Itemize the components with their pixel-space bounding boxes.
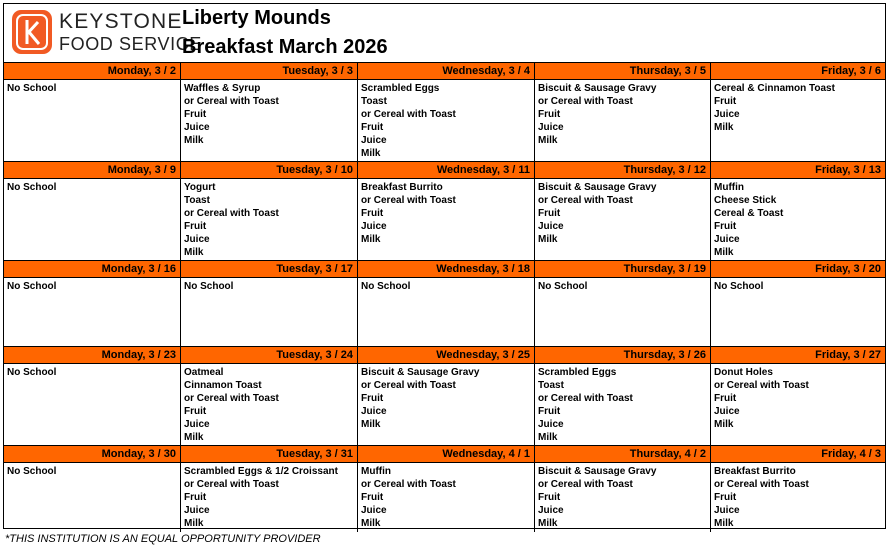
menu-item: Fruit [361, 393, 384, 404]
menu-item: Juice [714, 406, 740, 417]
menu-item: Milk [538, 234, 558, 245]
menu-row [4, 463, 885, 532]
menu-cell [711, 278, 885, 346]
day-header-row [4, 445, 885, 463]
menu-item: Milk [361, 148, 381, 159]
menu-item: Fruit [714, 393, 737, 404]
menu-item: or Cereal with Toast [361, 109, 456, 120]
day-header: Thursday, 3 / 19 [535, 261, 711, 277]
menu-item: Fruit [361, 492, 384, 503]
menu-row [4, 364, 885, 445]
menu-item: Biscuit & Sausage Gravy [538, 182, 657, 193]
week-row [4, 161, 885, 260]
brand-subname: FOOD SERVICE [59, 34, 202, 54]
menu-title: Breakfast March 2026 [182, 36, 388, 58]
menu-item: Toast [361, 96, 387, 107]
day-header: Wednesday, 3 / 18 [358, 261, 535, 277]
menu-cell [358, 179, 535, 260]
day-header-row [4, 260, 885, 278]
week-row [4, 346, 885, 445]
day-header: Wednesday, 3 / 11 [358, 162, 535, 178]
menu-cell [535, 364, 711, 445]
menu-item: Muffin [361, 466, 391, 477]
menu-cell [535, 463, 711, 532]
menu-item: Milk [361, 234, 381, 245]
menu-item: Milk [184, 247, 204, 258]
menu-cell [358, 463, 535, 532]
week-row [4, 62, 885, 161]
menu-item: Fruit [538, 406, 561, 417]
menu-grid [4, 62, 885, 532]
menu-item: Fruit [361, 122, 384, 133]
menu-item: Fruit [184, 221, 207, 232]
menu-item: Fruit [538, 208, 561, 219]
day-header: Monday, 3 / 30 [4, 446, 181, 462]
menu-item: Milk [714, 419, 734, 430]
week-row [4, 445, 885, 532]
menu-item: Scrambled Eggs [538, 367, 617, 378]
day-header: Thursday, 4 / 2 [535, 446, 711, 462]
menu-item: Toast [184, 195, 210, 206]
menu-item: Waffles & Syrup [184, 83, 261, 94]
day-header: Friday, 4 / 3 [821, 448, 881, 460]
menu-item: Juice [714, 505, 740, 516]
menu-cell [711, 463, 885, 532]
menu-item: Breakfast Burrito [361, 182, 443, 193]
menu-row [4, 179, 885, 260]
menu-item: No School [7, 367, 57, 378]
menu-item: or Cereal with Toast [361, 380, 456, 391]
menu-item: Muffin [714, 182, 744, 193]
menu-item: Fruit [184, 492, 207, 503]
brand-name: KEYSTONE [59, 10, 183, 33]
menu-item: or Cereal with Toast [184, 393, 279, 404]
day-header: Friday, 3 / 20 [815, 263, 881, 275]
menu-cell [181, 278, 358, 346]
menu-item: Milk [538, 432, 558, 443]
day-header: Tuesday, 3 / 31 [181, 446, 358, 462]
menu-item: Scrambled Eggs & 1/2 Croissant [184, 466, 338, 477]
menu-item: No School [7, 182, 57, 193]
menu-cell [358, 364, 535, 445]
day-header: Friday, 3 / 27 [815, 349, 881, 361]
day-header: Monday, 3 / 16 [4, 261, 181, 277]
menu-item: Juice [361, 221, 387, 232]
menu-cell [358, 80, 535, 161]
day-header: Thursday, 3 / 26 [535, 347, 711, 363]
menu-item: Juice [538, 221, 564, 232]
menu-item: Juice [714, 109, 740, 120]
menu-item: or Cereal with Toast [538, 479, 633, 490]
day-header-row [4, 161, 885, 179]
menu-cell [711, 364, 885, 445]
menu-item: Juice [184, 234, 210, 245]
day-header: Friday, 3 / 6 [821, 65, 881, 77]
day-header: Thursday, 3 / 5 [535, 63, 711, 79]
menu-item: Cereal & Cinnamon Toast [714, 83, 835, 94]
menu-item: or Cereal with Toast [714, 380, 809, 391]
day-header: Tuesday, 3 / 3 [181, 63, 358, 79]
menu-item: Fruit [538, 492, 561, 503]
k-logo-icon [12, 10, 52, 54]
menu-item: Juice [184, 419, 210, 430]
menu-item: or Cereal with Toast [184, 479, 279, 490]
menu-item: No School [361, 281, 411, 292]
menu-item: Biscuit & Sausage Gravy [538, 83, 657, 94]
menu-item: Scrambled Eggs [361, 83, 440, 94]
day-header: Monday, 3 / 23 [4, 347, 181, 363]
menu-item: Biscuit & Sausage Gravy [361, 367, 480, 378]
day-header: Tuesday, 3 / 17 [181, 261, 358, 277]
menu-item: Milk [184, 432, 204, 443]
menu-cell [711, 80, 885, 161]
menu-item: Milk [714, 518, 734, 529]
menu-item: Milk [184, 135, 204, 146]
menu-cell [4, 463, 181, 532]
menu-item: or Cereal with Toast [538, 393, 633, 404]
day-header: Wednesday, 3 / 25 [358, 347, 535, 363]
menu-item: Milk [361, 419, 381, 430]
day-header: Friday, 3 / 13 [815, 164, 881, 176]
day-header: Tuesday, 3 / 10 [181, 162, 358, 178]
menu-cell [535, 278, 711, 346]
menu-cell [4, 278, 181, 346]
footer-note: *THIS INSTITUTION IS AN EQUAL OPPORTUNITY PROVIDER [5, 533, 321, 545]
menu-cell [181, 463, 358, 532]
menu-item: No School [7, 466, 57, 477]
menu-item: Milk [714, 247, 734, 258]
menu-item: Fruit [538, 109, 561, 120]
menu-item: Juice [714, 234, 740, 245]
menu-item: Fruit [714, 221, 737, 232]
menu-item: Milk [361, 518, 381, 529]
menu-cell [181, 179, 358, 260]
page-header [4, 4, 885, 62]
menu-item: or Cereal with Toast [361, 195, 456, 206]
menu-item: No School [7, 83, 57, 94]
menu-item: Cheese Stick [714, 195, 777, 206]
menu-item: Fruit [714, 96, 737, 107]
day-header: Tuesday, 3 / 24 [181, 347, 358, 363]
menu-item: Juice [184, 505, 210, 516]
menu-item: Oatmeal [184, 367, 224, 378]
menu-item: Milk [714, 122, 734, 133]
menu-item: Yogurt [184, 182, 216, 193]
menu-item: Juice [538, 419, 564, 430]
week-row [4, 260, 885, 346]
menu-item: Fruit [714, 492, 737, 503]
menu-item: or Cereal with Toast [184, 208, 279, 219]
menu-item: Fruit [184, 109, 207, 120]
menu-item: Juice [538, 505, 564, 516]
menu-cell [4, 364, 181, 445]
menu-item: Cereal & Toast [714, 208, 784, 219]
menu-item: Milk [538, 135, 558, 146]
menu-item: Breakfast Burrito [714, 466, 796, 477]
menu-item: Juice [184, 122, 210, 133]
menu-row [4, 80, 885, 161]
menu-item: Juice [361, 135, 387, 146]
menu-item: Donut Holes [714, 367, 773, 378]
menu-item: Juice [361, 505, 387, 516]
menu-item: No School [184, 281, 234, 292]
day-header: Thursday, 3 / 12 [535, 162, 711, 178]
menu-item: Fruit [184, 406, 207, 417]
menu-item: Fruit [361, 208, 384, 219]
menu-item: No School [7, 281, 57, 292]
menu-cell [711, 179, 885, 260]
menu-cell [4, 80, 181, 161]
menu-item: Cinnamon Toast [184, 380, 262, 391]
menu-cell [181, 364, 358, 445]
menu-calendar-frame [3, 3, 886, 529]
day-header: Wednesday, 3 / 4 [358, 63, 535, 79]
day-header: Wednesday, 4 / 1 [358, 446, 535, 462]
menu-item: or Cereal with Toast [538, 195, 633, 206]
menu-item: Milk [538, 518, 558, 529]
menu-item: Juice [538, 122, 564, 133]
menu-item: or Cereal with Toast [714, 479, 809, 490]
day-header: Monday, 3 / 9 [4, 162, 181, 178]
day-header: Monday, 3 / 2 [4, 63, 181, 79]
menu-cell [181, 80, 358, 161]
menu-item: Juice [361, 406, 387, 417]
menu-item: or Cereal with Toast [184, 96, 279, 107]
day-header-row [4, 346, 885, 364]
day-header-row [4, 62, 885, 80]
menu-item: Biscuit & Sausage Gravy [538, 466, 657, 477]
menu-item: Toast [538, 380, 564, 391]
menu-row [4, 278, 885, 346]
menu-cell [535, 80, 711, 161]
menu-item: No School [714, 281, 764, 292]
school-title: Liberty Mounds [182, 7, 331, 29]
menu-item: Milk [184, 518, 204, 529]
menu-item: or Cereal with Toast [361, 479, 456, 490]
menu-item: No School [538, 281, 588, 292]
menu-cell [4, 179, 181, 260]
menu-cell [535, 179, 711, 260]
menu-cell [358, 278, 535, 346]
menu-item: or Cereal with Toast [538, 96, 633, 107]
